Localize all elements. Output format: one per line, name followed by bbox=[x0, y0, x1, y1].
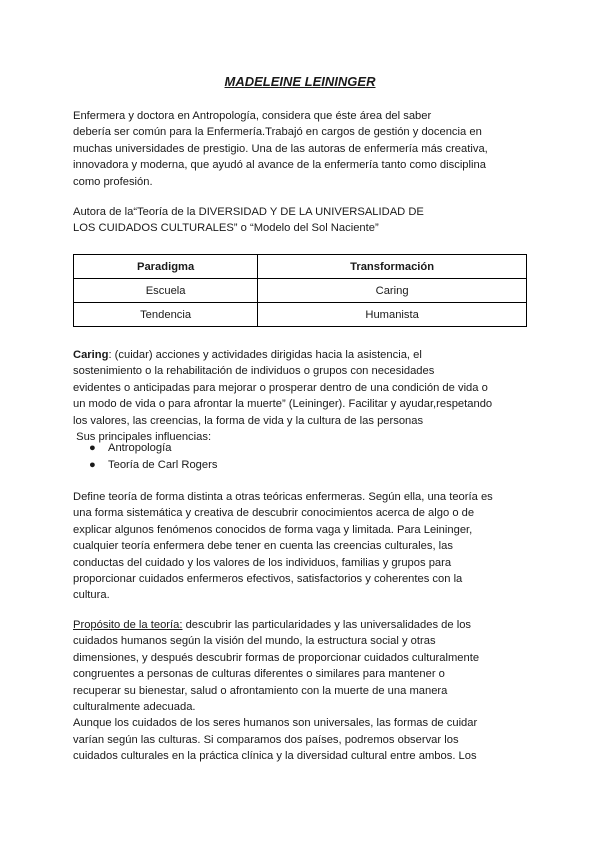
text-line: proporcionar cuidados enfermeros efectivos, satisfactorios y coherentes con la bbox=[73, 573, 463, 586]
text-line: como profesión. bbox=[73, 175, 153, 188]
table-cell: Tendencia bbox=[74, 303, 258, 327]
text-line: varían según las culturas. Si comparamos dos países, podremos observar los bbox=[73, 733, 459, 746]
table-row bbox=[74, 303, 527, 327]
list-item-label: Antropología bbox=[108, 442, 172, 454]
text-line: un modo de vida o para afrontar la muerte” (Leininger). Facilitar y ayudar,respetando bbox=[73, 398, 493, 411]
text-fragment: : (cuidar) acciones y actividades dirigidas hacia la asistencia, el bbox=[108, 349, 422, 361]
text-line: evidentes o anticipadas para mejorar o prosperar dentro de una condición de vida o bbox=[73, 381, 488, 394]
table-row bbox=[74, 279, 527, 303]
caring-paragraph bbox=[73, 347, 533, 445]
page-title: MADELEINE LEININGER bbox=[224, 74, 376, 89]
list-item-label: Teoría de Carl Rogers bbox=[108, 459, 218, 471]
paradigm-table bbox=[73, 254, 527, 327]
text-line: dimensiones, y después descubrir formas de proporcionar cuidados culturalmente bbox=[73, 651, 480, 664]
author-paragraph bbox=[73, 204, 533, 237]
text-line: culturalmente adecuada. bbox=[73, 701, 196, 714]
text-line: Sus principales influencias: bbox=[73, 431, 212, 444]
text-line: innovadora y moderna, que ayudó al avance de la enfermería tanto como disciplina bbox=[73, 159, 486, 172]
table-cell: Escuela bbox=[74, 279, 258, 303]
proposito-label: Propósito de la teoría: bbox=[73, 619, 183, 631]
text-line: conductas del cuidado y los valores de los individuos, familias y grupos para bbox=[73, 556, 452, 569]
text-line: sostenimiento o la rehabilitación de individuos o grupos con necesidades bbox=[73, 365, 435, 378]
text-line: Aunque los cuidados de los seres humanos son universales, las formas de cuidar bbox=[73, 717, 478, 730]
table-cell: Caring bbox=[258, 279, 527, 303]
text-line: recuperar su bienestar, salud o afrontamiento con la muerte de una manera bbox=[73, 684, 448, 697]
text-line: explicar algunos fenómenos conocidos de forma vaga y limitada. Para Leininger, bbox=[73, 523, 473, 536]
bullet-icon: ● bbox=[89, 459, 96, 471]
text-line: cualquier teoría enfermera debe tener en cuenta las creencias culturales, las bbox=[73, 540, 453, 553]
list-item bbox=[73, 457, 217, 474]
table-header-row bbox=[74, 255, 527, 279]
list-item bbox=[73, 440, 217, 457]
text-line: cuidados culturales en la práctica clínica y la diversidad cultural entre ambos. Los bbox=[73, 750, 477, 763]
proposito-paragraph bbox=[73, 617, 533, 765]
table-header: Paradigma bbox=[74, 255, 258, 279]
text-line: muchas universidades de prestigio. Una de las autoras de enfermería más creativa, bbox=[73, 142, 488, 155]
text-line: Define teoría de forma distinta a otras teóricas enfermeras. Según ella, una teoría es bbox=[73, 491, 493, 503]
table-cell: Humanista bbox=[258, 303, 527, 327]
bullet-icon: ● bbox=[89, 442, 96, 454]
text-line: debería ser común para la Enfermería.Trabajó en cargos de gestión y docencia en bbox=[73, 126, 482, 139]
text-line: cultura. bbox=[73, 589, 110, 602]
text-line: cuidados humanos según la visión del mundo, la estructura social y otras bbox=[73, 635, 436, 648]
text-line: Enfermera y doctora en Antropología, considera que éste área del saber bbox=[73, 110, 432, 122]
text-fragment: descubrir las particularidades y las universalidades de los bbox=[182, 619, 472, 631]
caring-term: Caring bbox=[73, 349, 109, 361]
influences-list bbox=[73, 440, 217, 474]
text-line: LOS CUIDADOS CULTURALES” o “Modelo del Sol Naciente” bbox=[73, 222, 379, 235]
text-line: congruentes a personas de culturas diferentes o similares para mantener o bbox=[73, 668, 445, 681]
text-line bbox=[73, 347, 533, 363]
text-line bbox=[73, 617, 533, 633]
text-line: una forma sistemática y creativa de descubrir conocimientos acerca de algo o de bbox=[73, 507, 475, 520]
text-line: Autora de la“Teoría de la DIVERSIDAD Y DE LA UNIVERSALIDAD DE bbox=[73, 206, 424, 218]
table-header: Transformación bbox=[258, 255, 527, 279]
text-line: los valores, las creencias, la forma de vida y la cultura de las personas bbox=[73, 414, 424, 427]
intro-paragraph bbox=[73, 108, 533, 190]
define-paragraph bbox=[73, 489, 533, 604]
